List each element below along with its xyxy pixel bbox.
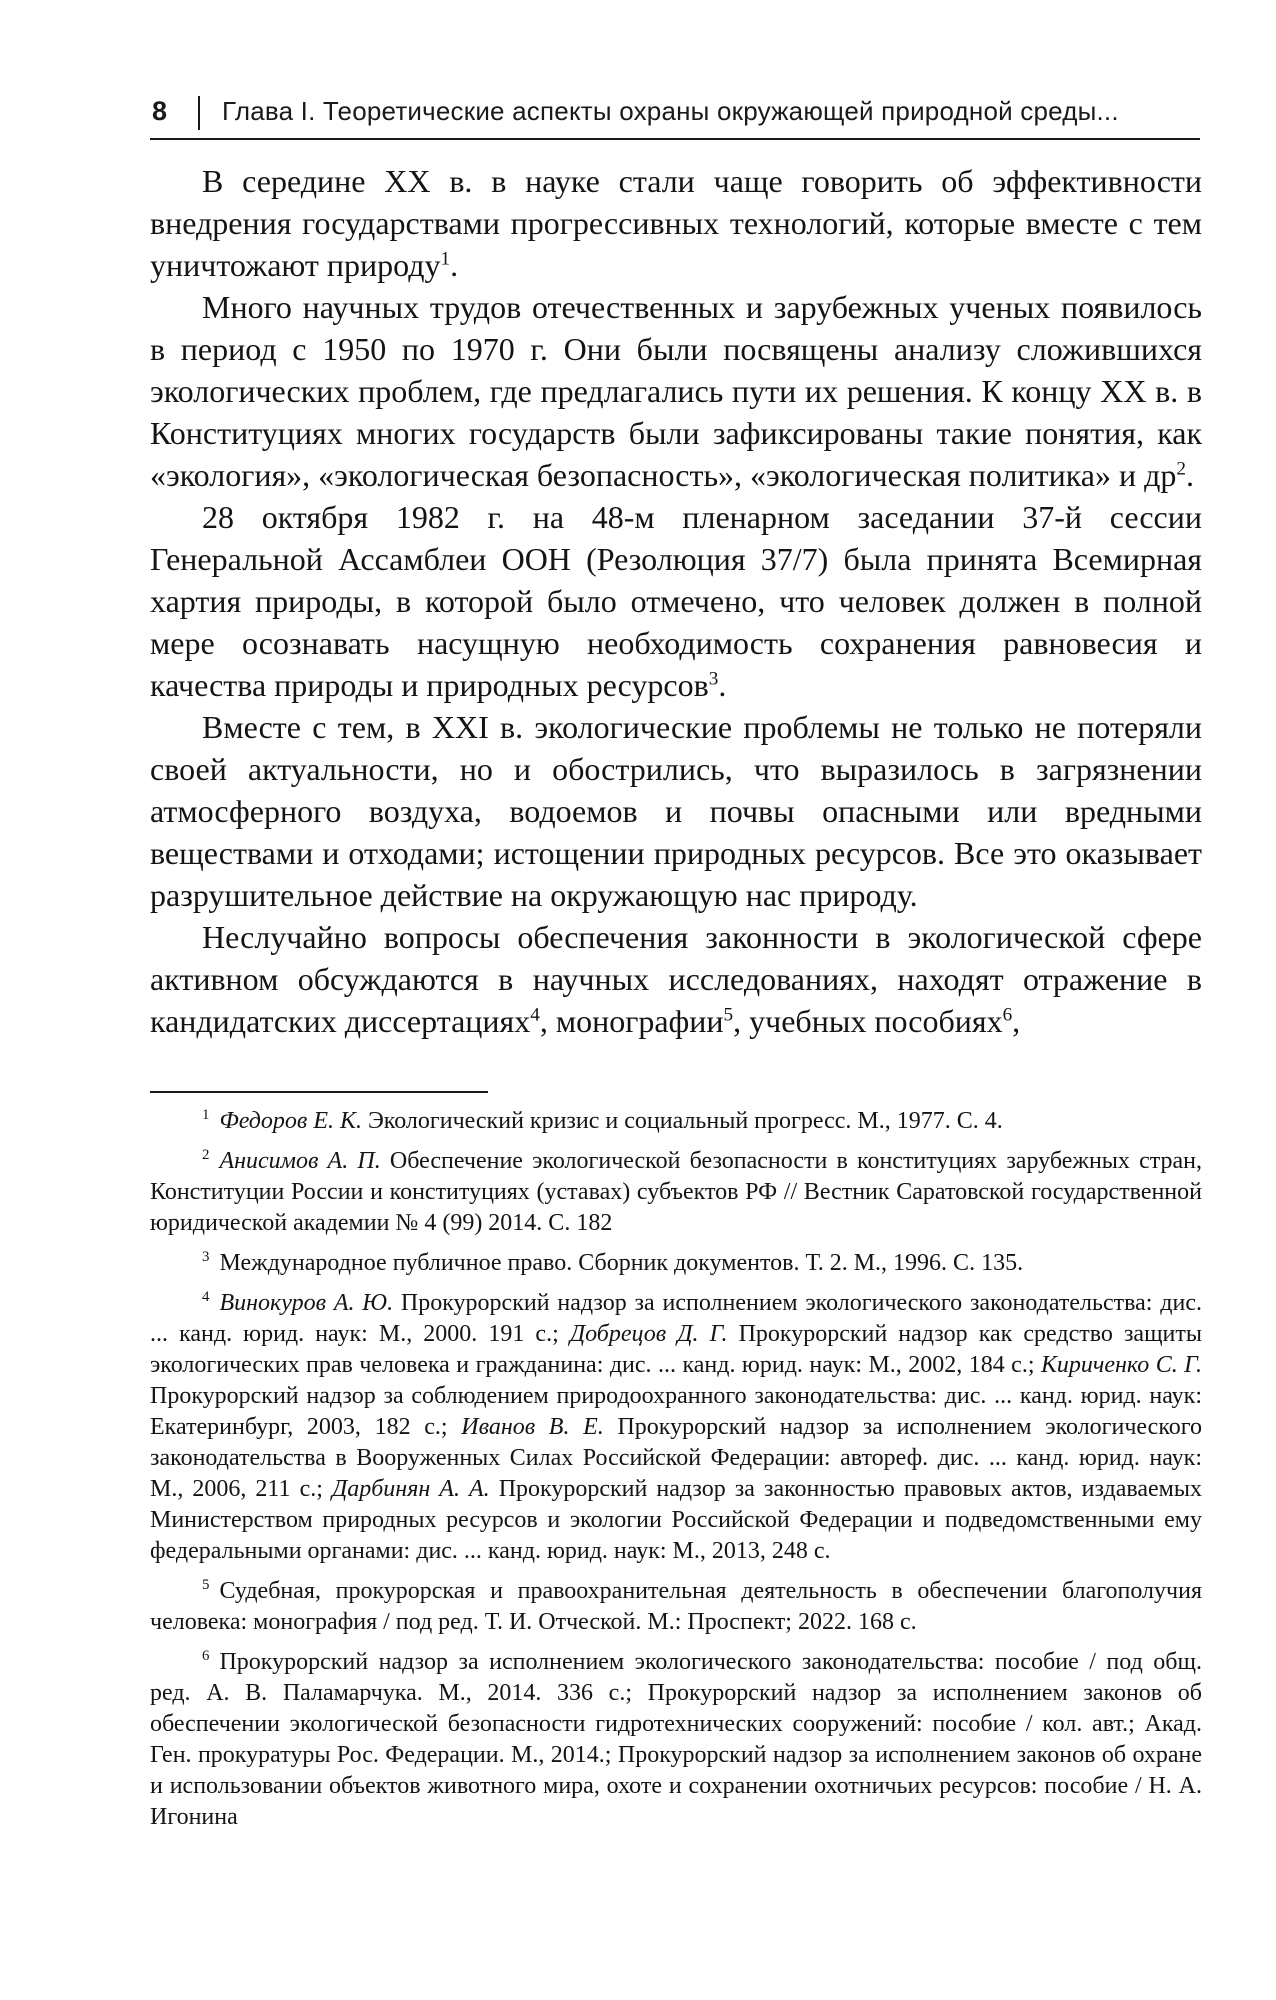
main-text [150, 160, 1202, 1042]
footnote-ref-6: 6 [1002, 1004, 1013, 1026]
footnote-ref-2: 2 [1176, 458, 1186, 480]
footnote-ref-1: 1 [440, 248, 451, 270]
paragraph-1: В середине XX в. в науке стали чаще говорить об эффективности внедрения государствами прогрессивных технологий, которые вместе с тем уничтожают природу$^1$. [150, 163, 1202, 283]
footnote-ref-3: 3 [708, 668, 719, 690]
footnote-4: $^4$ Винокуров А. Ю. Прокурорский надзор за исполнением экологического законодательства: дис. ... канд. юрид. наук: М., 2000. 191 с.; Добрецов Д. Г. Прокурорский надзор как средство защиты экологических прав человека и гражданина: дис. ... канд. юрид. наук: М., 2002, 184 с.; Кириченко С. Г. Прокурорский надзор за соблюдением природоохранного законодательства: дис. ... канд. юрид. наук: Екатеринбург, 2003, 182 с.; Иванов В. Е. Прокурорский надзор за исполнением экологического законодательства в Вооруженных Силах Российской Федерации: автореф. дис. ... канд. юрид. наук: М., 2006, 211 с.; Дарбинян А. А. Прокурорский надзор за законностью правовых актов, издаваемых Министерством природных ресурсов и экологии Российской Федерации и подведомственными ему федеральными органами: дис. ... канд. юрид. наук: М., 2013, 248 с. [150, 1289, 1203, 1564]
footnote-2: $^2$ Анисимов А. П. Обеспечение экологической безопасности в конституциях зарубежных стран, Конституции России и конституциях (уставах) субъектов РФ // Вестник Саратовской государственной юридической академии № 4 (99) 2014. С. 182 [150, 1147, 1203, 1236]
header-rule [150, 138, 1200, 140]
footnote-ref-5: 5 [723, 1004, 734, 1026]
paragraph-5: Неслучайно вопросы обеспечения законности в экологической сфере активном обсуждаются в научных исследованиях, находят отражение в кандидатских диссертациях$^4$, монографии$^5$, учебных пособиях$^6$, [150, 919, 1202, 1039]
footnotes [150, 1106, 1202, 1842]
page-number: 8 [152, 96, 168, 126]
footnote-ref-4: 4 [530, 1004, 540, 1026]
footnote-separator [150, 1091, 488, 1093]
paragraph-3: 28 октября 1982 г. на 48-м пленарном заседании 37-й сессии Генеральной Ассамблеи ООН (Резолюция 37/7) была принята Всемирная хартия природы, в которой было отмечено, что человек должен в полной мере осознавать насущную необходимость сохранения равновесия и качества природы и природных ресурсов$^3$. [150, 499, 1202, 703]
footnote-6: $^6$ Прокурорский надзор за исполнением экологического законодательства: пособие / под общ. ред. А. В. Паламарчука. М., 2014. 336 с.; Прокурорский надзор за исполнением законов об обеспечении экологической безопасности гидротехнических сооружений: пособие / кол. авт.; Акад. Ген. прокуратуры Рос. Федерации. М., 2014.; Прокурорский надзор за исполнением законов об охране и использовании объектов животного мира, охоте и сохранении охотничьих ресурсов: пособие / Н. А. Игонина [150, 1648, 1202, 1830]
footnote-5: $^5$ Судебная, прокурорская и правоохранительная деятельность в обеспечении благополучия человека: монография / под ред. Т. И. Отческой. М.: Проспект; 2022. 168 с. [150, 1577, 1202, 1635]
paragraph-4: Вместе с тем, в XXI в. экологические проблемы не только не потеряли своей актуальности, но и обострились, что выразилось в загрязнении атмосферного воздуха, водоемов и почвы опасными или вредными веществами и отходами; истощении природных ресурсов. Все это оказывает разрушительное действие на окружающую нас природу. [150, 709, 1202, 913]
header-separator [198, 96, 200, 130]
footnote-1: $^1$ Федоров Е. К. Экологический кризис и социальный прогресс. М., 1977. С. 4. [202, 1107, 1003, 1134]
chapter-title: Глава I. Теоретические аспекты охраны окружающей природной среды... [222, 96, 1119, 126]
footnote-3: $^3$ Международное публичное право. Сборник документов. Т. 2. М., 1996. С. 135. [202, 1249, 1024, 1276]
running-header [150, 96, 1200, 136]
paragraph-2: Много научных трудов отечественных и зарубежных ученых появилось в период с 1950 по 1970 г. Они были посвящены анализу сложившихся экологических проблем, где предлагались пути их решения. К концу XX в. в Конституциях многих государств были зафиксированы такие понятия, как «экология», «экологическая безопасность», «экологическая политика» и $др^2$. [150, 289, 1202, 493]
